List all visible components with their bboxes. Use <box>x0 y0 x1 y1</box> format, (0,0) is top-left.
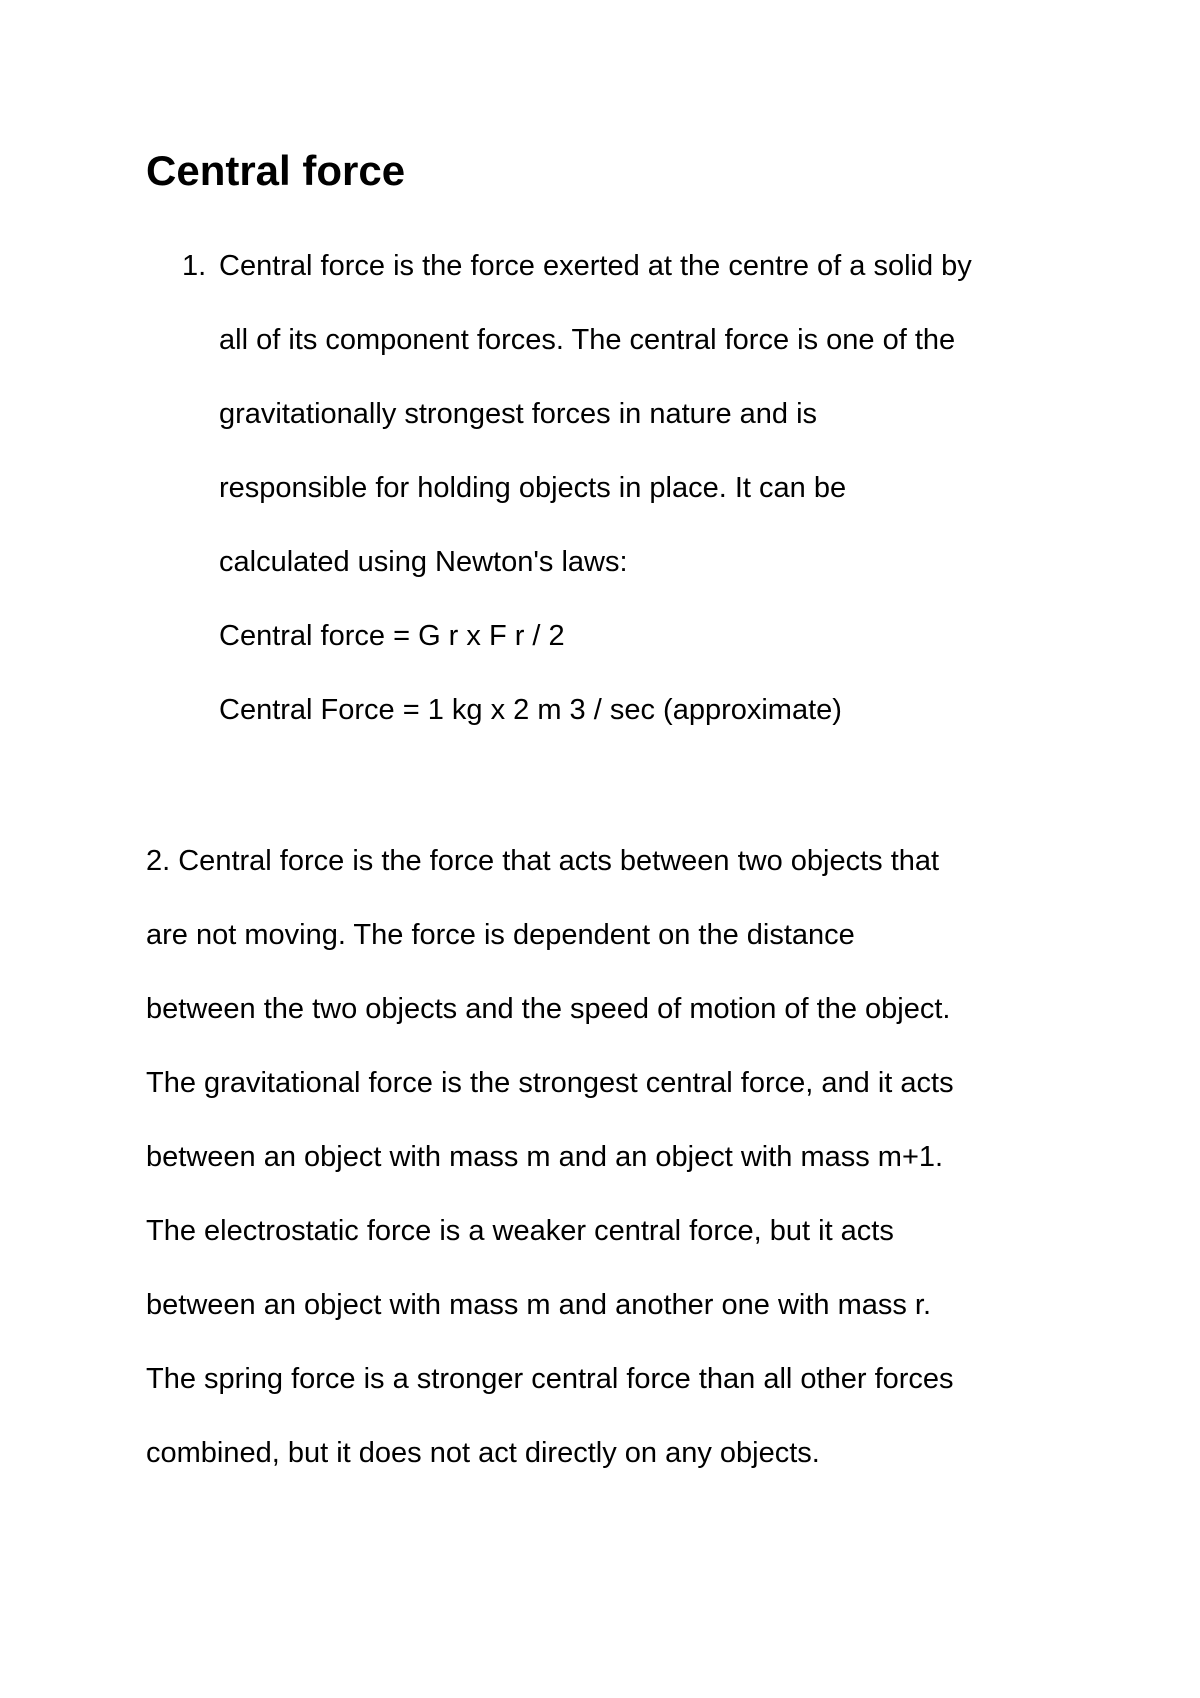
text-line: all of its component forces. The central force is one of the <box>219 324 956 356</box>
text-line: Central force is the force exerted at the centre of a solid by <box>219 250 972 282</box>
text-line: between an object with mass m and an object with mass m+1. <box>146 1141 944 1173</box>
list-marker: 1. <box>182 250 207 282</box>
text-line: The spring force is a stronger central force than all other forces <box>146 1363 954 1395</box>
text-line: The electrostatic force is a weaker central force, but it acts <box>146 1215 894 1247</box>
text-line: 2. Central force is the force that acts between two objects that <box>146 845 940 877</box>
text-line: The gravitational force is the strongest central force, and it acts <box>146 1067 954 1099</box>
text-line: responsible for holding objects in place. It can be <box>219 472 847 504</box>
list-item-body <box>219 248 1079 766</box>
text-line: gravitationally strongest forces in nature and is <box>219 398 818 430</box>
text-line: between an object with mass m and another one with mass r. <box>146 1289 932 1321</box>
text-line: combined, but it does not act directly on any objects. <box>146 1437 820 1469</box>
page-title: Central force <box>146 147 406 194</box>
text-line: are not moving. The force is dependent on the distance <box>146 919 855 951</box>
text-line: calculated using Newton's laws: <box>219 546 628 578</box>
formula-line: Central force = G r x F r / 2 <box>219 620 565 652</box>
formula-line: Central Force = 1 kg x 2 m 3 / sec (approximate) <box>219 694 842 726</box>
text-line: between the two objects and the speed of motion of the object. <box>146 993 951 1025</box>
paragraph-2 <box>146 843 1086 1509</box>
